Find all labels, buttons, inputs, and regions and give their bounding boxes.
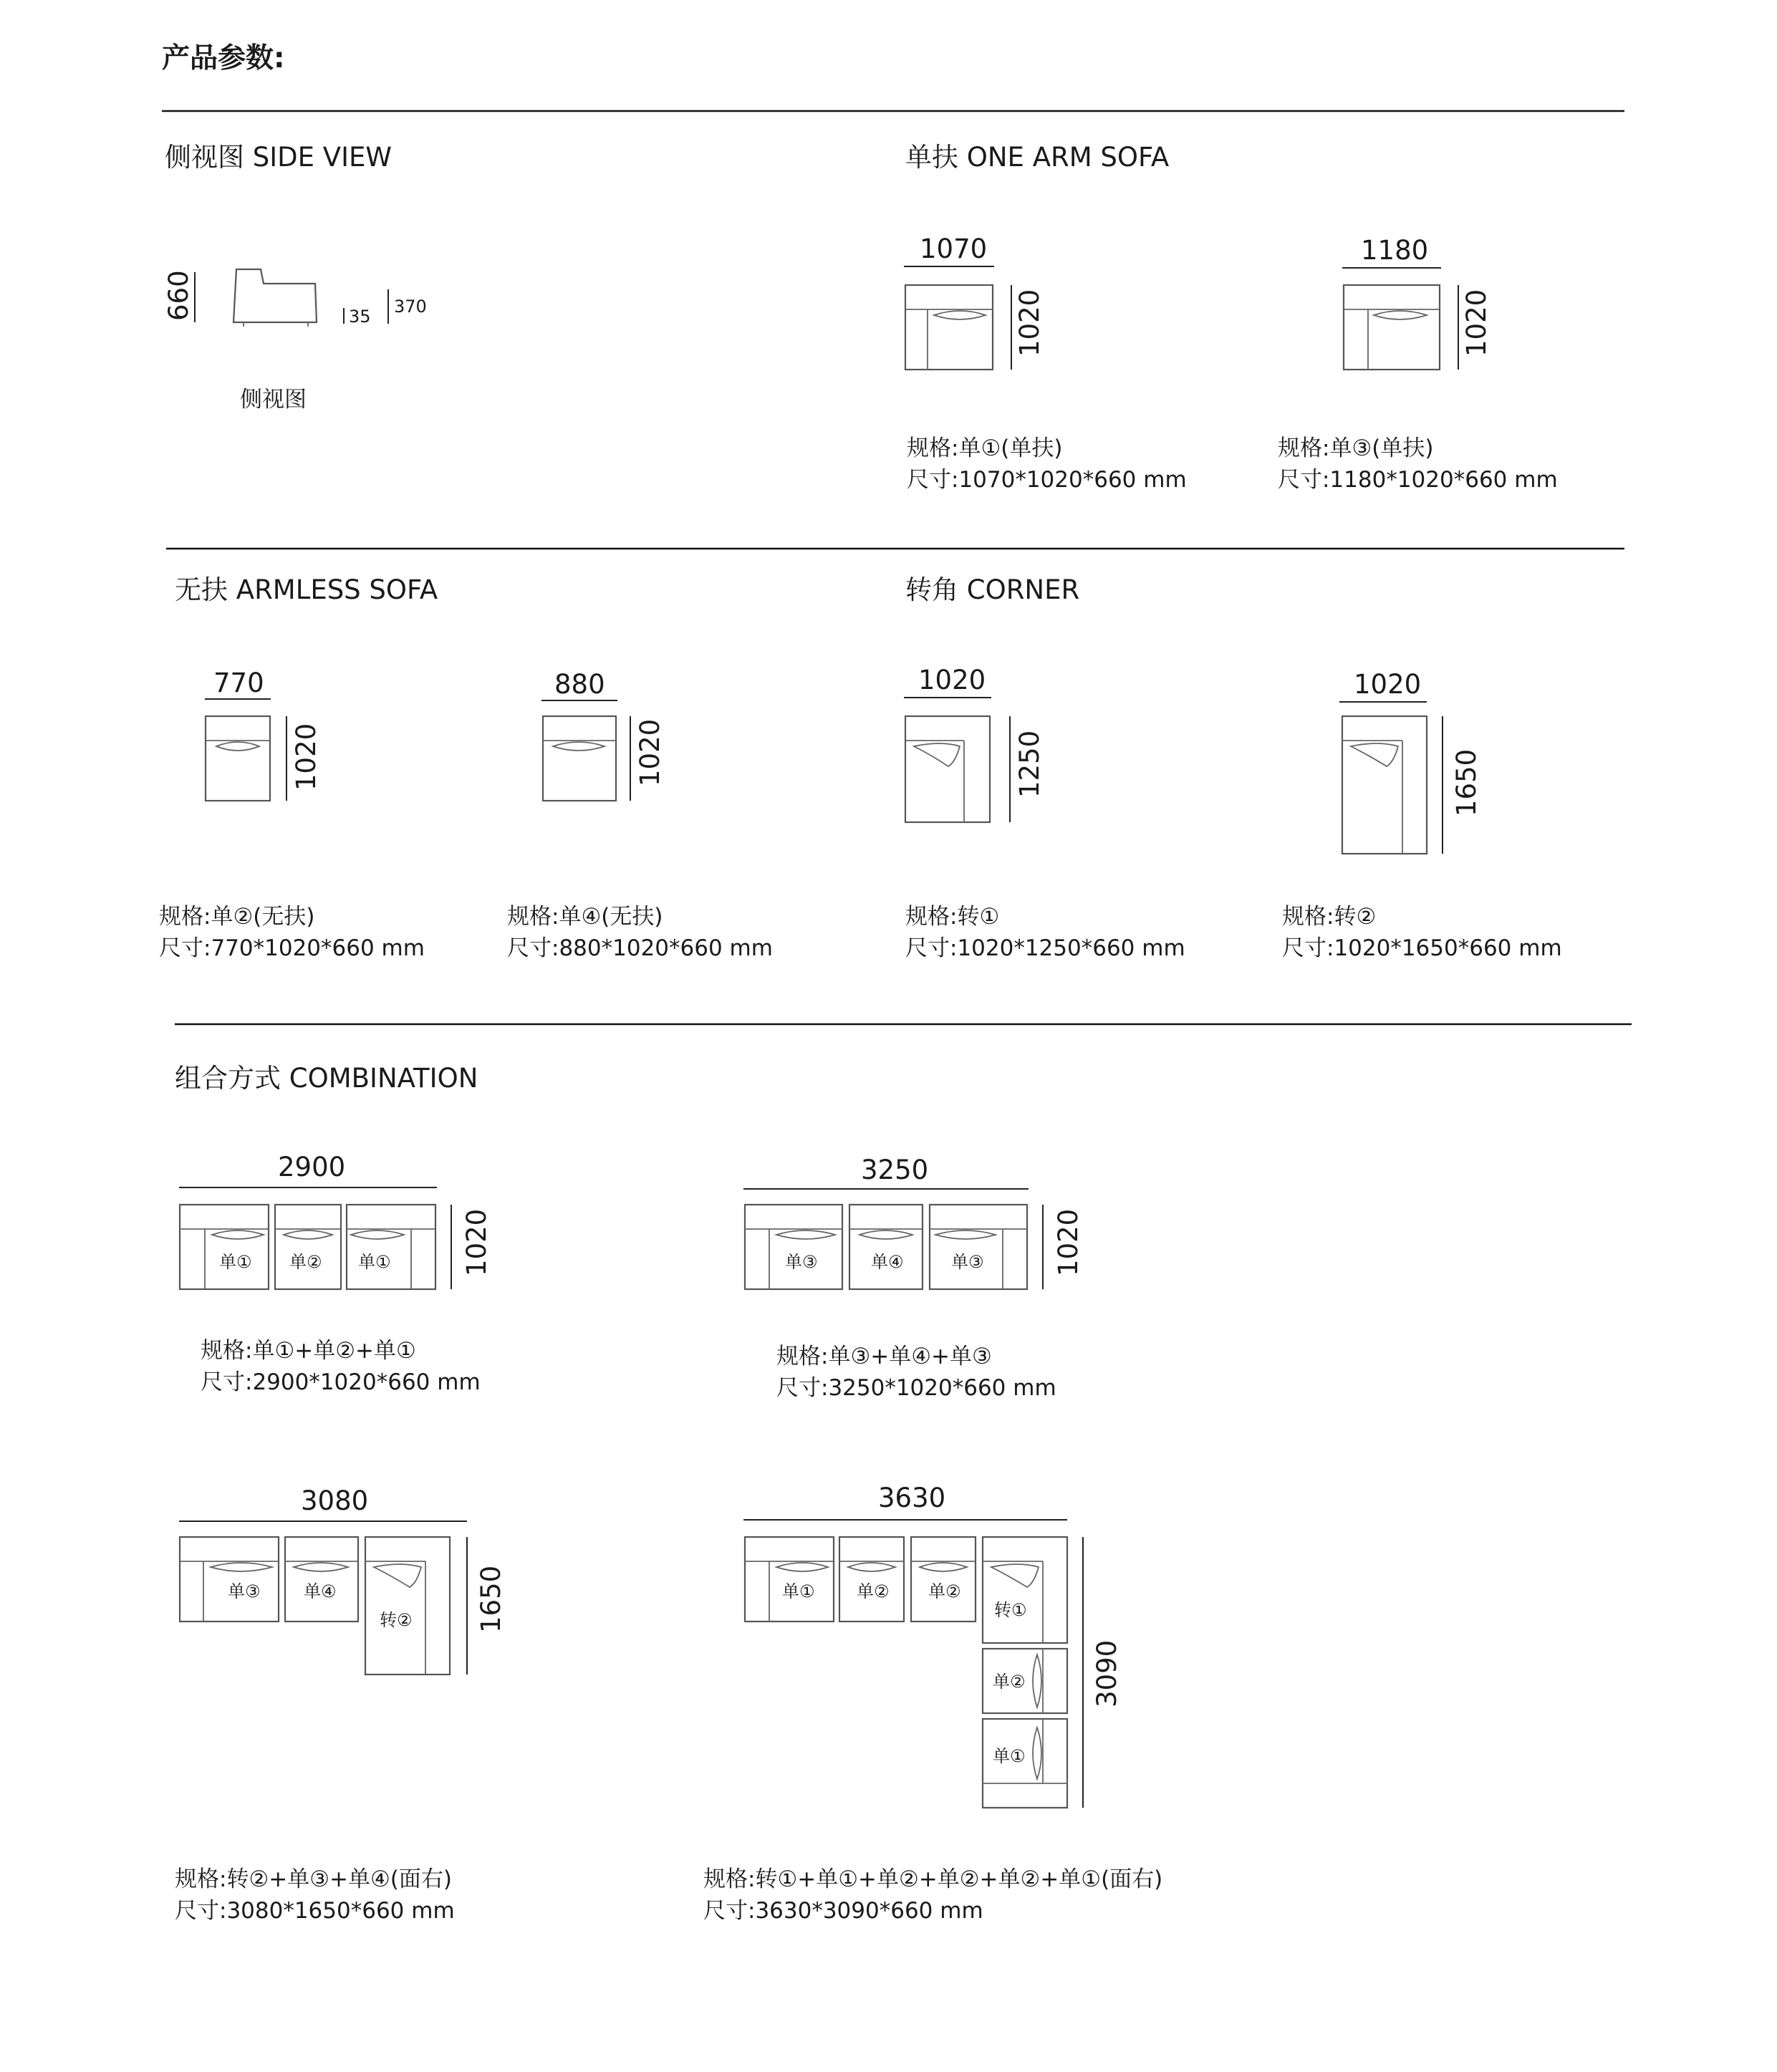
combo4-label-1: 单① [782, 1581, 815, 1601]
spec-combo4: 规格:转①+单①+单②+单②+单②+单①(面右) [703, 1866, 1163, 1892]
diagram-single2 [205, 668, 322, 801]
combo4-label-2: 单② [857, 1581, 890, 1601]
diagram-combo2 [743, 1155, 1084, 1289]
combo3-label-1: 单③ [228, 1581, 261, 1601]
size-single4: 尺寸:880*1020*660 mm [507, 935, 773, 961]
section-title-armless: 无扶 ARMLESS SOFA [175, 574, 438, 605]
depth-label-combo3: 1650 [476, 1565, 506, 1633]
spec-single4: 规格:单④(无扶) [507, 904, 663, 930]
size-single2: 尺寸:770*1020*660 mm [159, 935, 425, 961]
diagram-corner2 [1339, 669, 1482, 854]
spec-corner2: 规格:转② [1282, 904, 1377, 930]
section-title-side-view: 侧视图 SIDE VIEW [165, 142, 392, 173]
diagram-single4 [541, 669, 665, 801]
side-view-drawing [163, 269, 427, 327]
width-label-corner1: 1020 [918, 665, 986, 695]
spec-single1: 规格:单①(单扶) [907, 435, 1063, 461]
width-label-combo4: 3630 [878, 1483, 946, 1513]
depth-label-single1: 1020 [1014, 289, 1045, 357]
width-label-combo3: 3080 [301, 1485, 369, 1516]
combo1-label-1: 单① [219, 1252, 252, 1272]
spec-combo1: 规格:单①+单②+单① [201, 1338, 416, 1364]
page-title: 产品参数: [162, 42, 285, 74]
size-corner1: 尺寸:1020*1250*660 mm [905, 935, 1185, 961]
combo3-label-2: 单④ [304, 1581, 337, 1601]
depth-label-single3: 1020 [1461, 289, 1492, 357]
diagram-combo3 [179, 1485, 506, 1675]
depth-label-combo4: 3090 [1092, 1639, 1122, 1707]
side-height-label: 660 [163, 270, 194, 321]
diagram-single3 [1342, 235, 1492, 370]
combo1-label-3: 单① [358, 1252, 391, 1272]
depth-label-combo2: 1020 [1053, 1208, 1084, 1276]
size-combo4: 尺寸:3630*3090*660 mm [703, 1898, 983, 1924]
width-label-corner2: 1020 [1354, 669, 1422, 700]
combo4-label-3: 单② [928, 1581, 961, 1601]
side-view-caption: 侧视图 [240, 387, 307, 413]
depth-label-single2: 1020 [291, 723, 322, 791]
width-label-single2: 770 [213, 668, 264, 698]
spec-single2: 规格:单②(无扶) [159, 904, 315, 930]
combo2-label-2: 单④ [871, 1252, 904, 1272]
combo2-label-1: 单③ [785, 1252, 818, 1272]
combo2-label-3: 单③ [951, 1252, 984, 1272]
depth-label-single4: 1020 [635, 718, 665, 786]
combo4-label-6: 单① [993, 1746, 1026, 1766]
section-title-corner: 转角 CORNER [905, 574, 1080, 605]
width-label-single4: 880 [554, 669, 605, 700]
section-title-one-arm: 单扶 ONE ARM SOFA [905, 142, 1170, 173]
width-label-combo1: 2900 [278, 1152, 346, 1182]
depth-label-corner2: 1650 [1451, 748, 1482, 816]
combo1-label-2: 单② [289, 1252, 322, 1272]
width-label-single3: 1180 [1361, 235, 1429, 266]
size-single1: 尺寸:1070*1020*660 mm [907, 467, 1187, 493]
diagram-combo4 [743, 1483, 1122, 1808]
width-label-combo2: 3250 [861, 1155, 929, 1185]
size-corner2: 尺寸:1020*1650*660 mm [1282, 935, 1562, 961]
diagram-corner1 [904, 665, 1045, 822]
spec-combo3: 规格:转②+单③+单④(面右) [175, 1866, 452, 1892]
combo4-label-5: 单② [993, 1672, 1026, 1692]
size-combo3: 尺寸:3080*1650*660 mm [175, 1898, 455, 1924]
diagram-combo1 [179, 1152, 492, 1289]
combo4-label-4: 转① [994, 1600, 1027, 1620]
depth-label-combo1: 1020 [461, 1208, 492, 1276]
side-seat-label: 370 [394, 297, 427, 317]
spec-combo2: 规格:单③+单④+单③ [776, 1344, 992, 1369]
section-title-combination: 组合方式 COMBINATION [175, 1063, 478, 1094]
size-combo2: 尺寸:3250*1020*660 mm [776, 1375, 1056, 1401]
width-label-single1: 1070 [920, 233, 988, 264]
diagram-single1 [904, 233, 1045, 370]
side-leg-label: 35 [349, 307, 371, 327]
combo3-label-3: 转② [380, 1610, 413, 1630]
size-single3: 尺寸:1180*1020*660 mm [1278, 467, 1558, 493]
spec-single3: 规格:单③(单扶) [1278, 435, 1434, 461]
spec-corner1: 规格:转① [905, 904, 1000, 930]
size-combo1: 尺寸:2900*1020*660 mm [201, 1369, 481, 1395]
depth-label-corner1: 1250 [1014, 730, 1045, 798]
